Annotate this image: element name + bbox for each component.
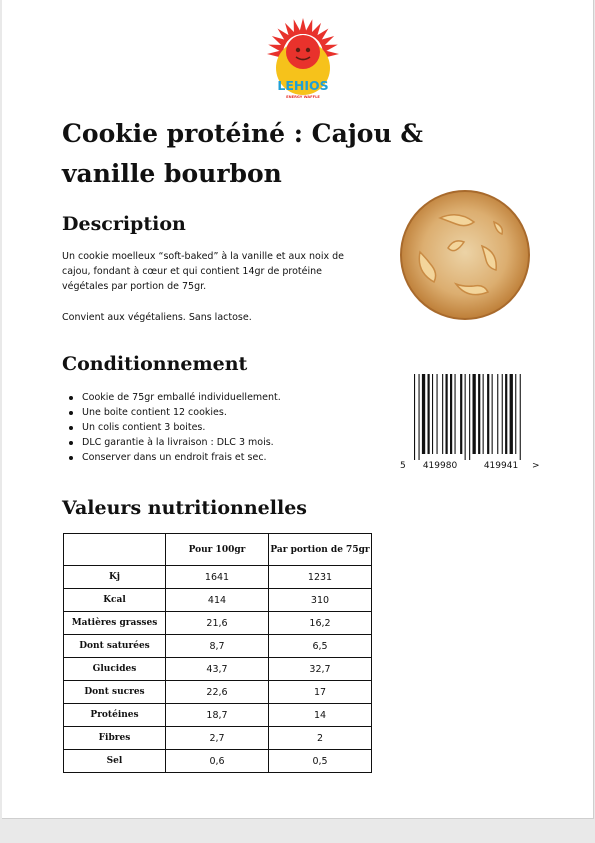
barcode-group-2: 419941 [483,461,519,471]
lehios-logo [265,16,341,104]
description-heading: Description [62,213,186,235]
header-cell: Pour 100gr [166,534,269,566]
table-row [64,566,372,589]
barcode-end: > [532,461,540,471]
page-title: Cookie protéiné : Cajou & vanille bourbon [62,119,423,188]
barcode-group-1: 419980 [422,461,458,471]
barcode-bar [483,374,484,454]
cell-value: 43,7 [166,658,269,681]
barcode-bar [450,374,452,454]
barcode-bar [460,374,462,454]
table-row [64,658,372,681]
barcode-bar [442,374,443,454]
brand-tagline: ENERGY WAFFLE [286,95,320,99]
table-row [64,750,372,773]
header-cell: Par portion de 75gr [269,534,372,566]
row-label: Matières grasses [64,612,166,635]
list-item: Un colis contient 3 boites. [68,420,368,435]
barcode-bar [520,374,521,460]
barcode-bar [428,374,430,454]
barcode-bar [414,374,415,460]
barcode-bar [465,374,466,460]
cell-value: 14 [269,704,372,727]
row-label: Kcal [64,589,166,612]
table-row [64,635,372,658]
barcode-bar [492,374,493,454]
barcode-bars [414,374,521,460]
cell-value: 32,7 [269,658,372,681]
barcode-bar [437,374,438,454]
cell-value: 310 [269,589,372,612]
packaging-heading: Conditionnement [62,353,248,375]
cell-value: 2,7 [166,727,269,750]
table-row [64,681,372,704]
barcode-bar [432,374,433,454]
row-label: Kj [64,566,166,589]
barcode-bar [515,374,516,454]
document-page [2,0,594,819]
table-row [64,612,372,635]
barcode [394,370,546,476]
barcode-bar [505,374,507,454]
barcode-bar [422,374,425,454]
cell-value: 6,5 [269,635,372,658]
cell-value: 21,6 [166,612,269,635]
barcode-bar [469,374,470,460]
row-label: Dont saturées [64,635,166,658]
cell-value: 0,5 [269,750,372,773]
cell-value: 22,6 [166,681,269,704]
cookie-image [398,188,532,322]
description-note: Convient aux végétaliens. Sans lactose. [62,312,252,323]
barcode-bar [510,374,513,454]
header-cell [64,534,166,566]
row-label: Glucides [64,658,166,681]
cell-value: 0,6 [166,750,269,773]
row-label: Sel [64,750,166,773]
barcode-digit: 5 [400,461,406,471]
table-row [64,727,372,750]
barcode-bar [478,374,480,454]
barcode-bar [473,374,476,454]
packaging-list [68,390,368,465]
barcode-bar [455,374,456,454]
cell-value: 414 [166,589,269,612]
barcode-bar [487,374,489,454]
cell-value: 8,7 [166,635,269,658]
row-label: Fibres [64,727,166,750]
nutrition-heading: Valeurs nutritionnelles [62,497,307,519]
table-header-row [64,534,372,566]
cell-value: 17 [269,681,372,704]
cell-value: 18,7 [166,704,269,727]
list-item: Une boite contient 12 cookies. [68,405,368,420]
cell-value: 2 [269,727,372,750]
description-text: Un cookie moelleux “soft-baked” à la vanille et aux noix de cajou, fondant à cœur et qui contient 14gr de protéine végétales par portion de 75gr. [62,251,345,292]
list-item: DLC garantie à la livraison : DLC 3 mois. [68,435,368,450]
table-row [64,704,372,727]
barcode-bar [419,374,420,460]
cell-value: 1641 [166,566,269,589]
brand-name: LEHIOS [277,78,329,93]
cell-value: 16,2 [269,612,372,635]
list-item: Conserver dans un endroit frais et sec. [68,450,368,465]
nutrition-table [63,533,372,773]
list-item: Cookie de 75gr emballé individuellement. [68,390,368,405]
row-label: Protéines [64,704,166,727]
table-row [64,589,372,612]
barcode-bar [497,374,498,454]
row-label: Dont sucres [64,681,166,704]
barcode-bar [502,374,503,454]
cell-value: 1231 [269,566,372,589]
barcode-bar [446,374,448,454]
